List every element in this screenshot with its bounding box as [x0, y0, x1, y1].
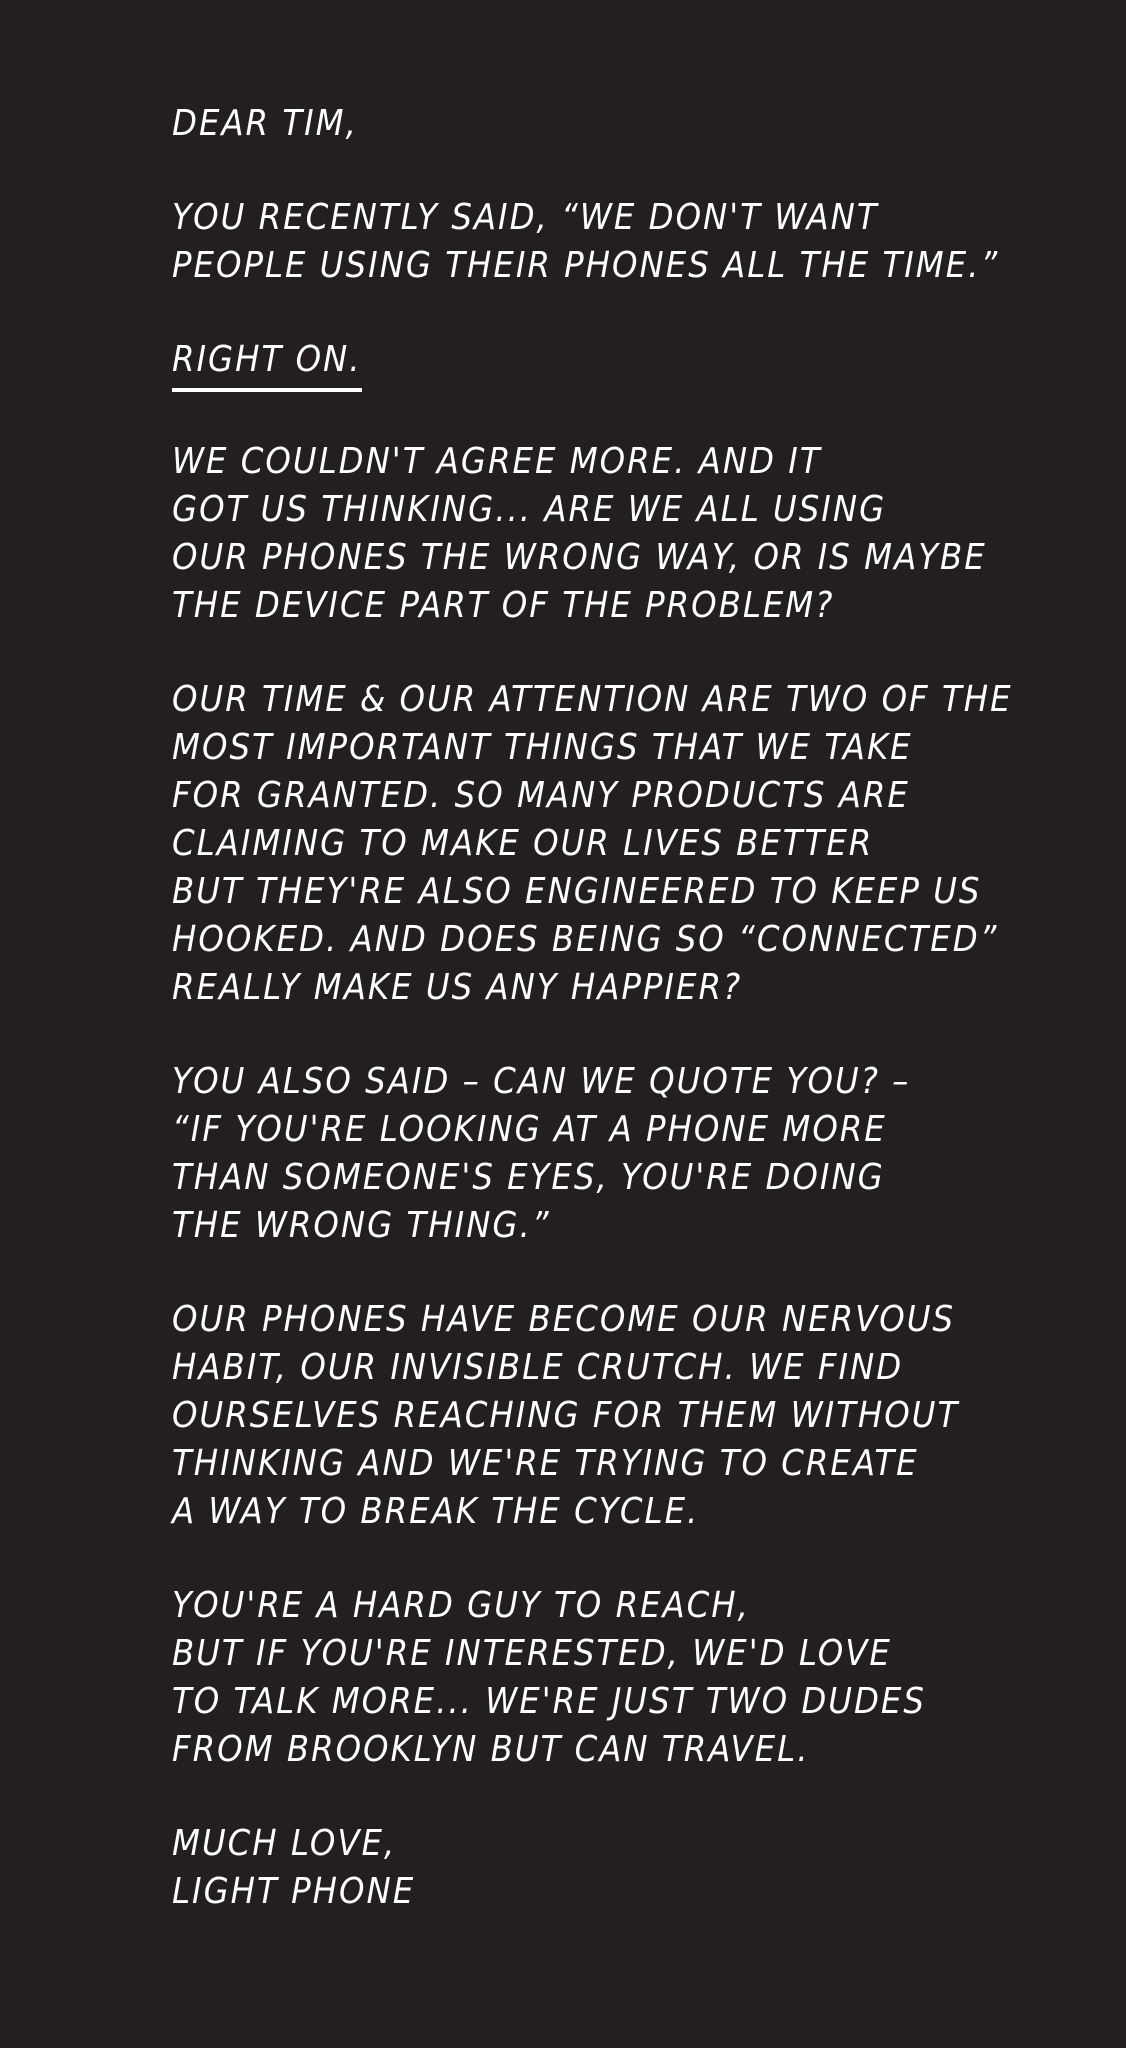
paragraph-line: A WAY TO BREAK THE CYCLE. [172, 1491, 700, 1532]
paragraph-habit [172, 1296, 1002, 1536]
letter [172, 100, 1013, 1962]
paragraph-line: YOU ALSO SAID – CAN WE QUOTE YOU? – [172, 1061, 911, 1102]
paragraph-line: THE DEVICE PART OF THE PROBLEM? [172, 585, 835, 626]
paragraph-line: MOST IMPORTANT THINGS THAT WE TAKE [172, 727, 913, 768]
greeting-block [172, 100, 1002, 148]
paragraph-line: THE WRONG THING.” [172, 1205, 551, 1246]
paragraph-agree [172, 438, 1002, 630]
paragraph-attention [172, 676, 1013, 1012]
paragraph-reach [172, 1582, 1002, 1774]
paragraph-line: BUT THEY'RE ALSO ENGINEERED TO KEEP US [172, 871, 982, 912]
paragraph-line: HABIT, OUR INVISIBLE CRUTCH. WE FIND [172, 1347, 904, 1388]
paragraph-line: HOOKED. AND DOES BEING SO “CONNECTED” [172, 919, 999, 960]
paragraph-line: “IF YOU'RE LOOKING AT A PHONE MORE [172, 1109, 887, 1150]
paragraph-line: THINKING AND WE'RE TRYING TO CREATE [172, 1443, 919, 1484]
paragraph-line: TO TALK MORE... WE'RE JUST TWO DUDES [172, 1681, 926, 1722]
paragraph-line: OUR TIME & OUR ATTENTION ARE TWO OF THE [172, 679, 1013, 720]
closing: MUCH LOVE, [172, 1823, 397, 1864]
paragraph-line: PEOPLE USING THEIR PHONES ALL THE TIME.” [172, 245, 1000, 286]
paragraph-quote-1 [172, 194, 1002, 290]
paragraph-line: CLAIMING TO MAKE OUR LIVES BETTER [172, 823, 874, 864]
signoff-block [172, 1820, 1002, 1916]
paragraph-line: REALLY MAKE US ANY HAPPIER? [172, 967, 743, 1008]
paragraph-quote-2 [172, 1058, 1002, 1250]
paragraph-line: THAN SOMEONE'S EYES, YOU'RE DOING [172, 1157, 885, 1198]
underlined-emphasis: RIGHT ON. [172, 338, 362, 392]
paragraph-line: OURSELVES REACHING FOR THEM WITHOUT [172, 1395, 960, 1436]
paragraph-line: OUR PHONES HAVE BECOME OUR NERVOUS [172, 1299, 956, 1340]
paragraph-line: OUR PHONES THE WRONG WAY, OR IS MAYBE [172, 537, 987, 578]
paragraph-line: FOR GRANTED. SO MANY PRODUCTS ARE [172, 775, 910, 816]
paragraph-line: YOU RECENTLY SAID, “WE DON'T WANT [172, 197, 879, 238]
paragraph-line: BUT IF YOU'RE INTERESTED, WE'D LOVE [172, 1633, 892, 1674]
paragraph-line: GOT US THINKING... ARE WE ALL USING [172, 489, 887, 530]
greeting: DEAR TIM, [172, 103, 358, 144]
signature: LIGHT PHONE [172, 1871, 416, 1912]
paragraph-line: FROM BROOKLYN BUT CAN TRAVEL. [172, 1729, 810, 1770]
paragraph-line: WE COULDN'T AGREE MORE. AND IT [172, 441, 822, 482]
emphasis-block [172, 336, 1002, 392]
paragraph-line: YOU'RE A HARD GUY TO REACH, [172, 1585, 750, 1626]
